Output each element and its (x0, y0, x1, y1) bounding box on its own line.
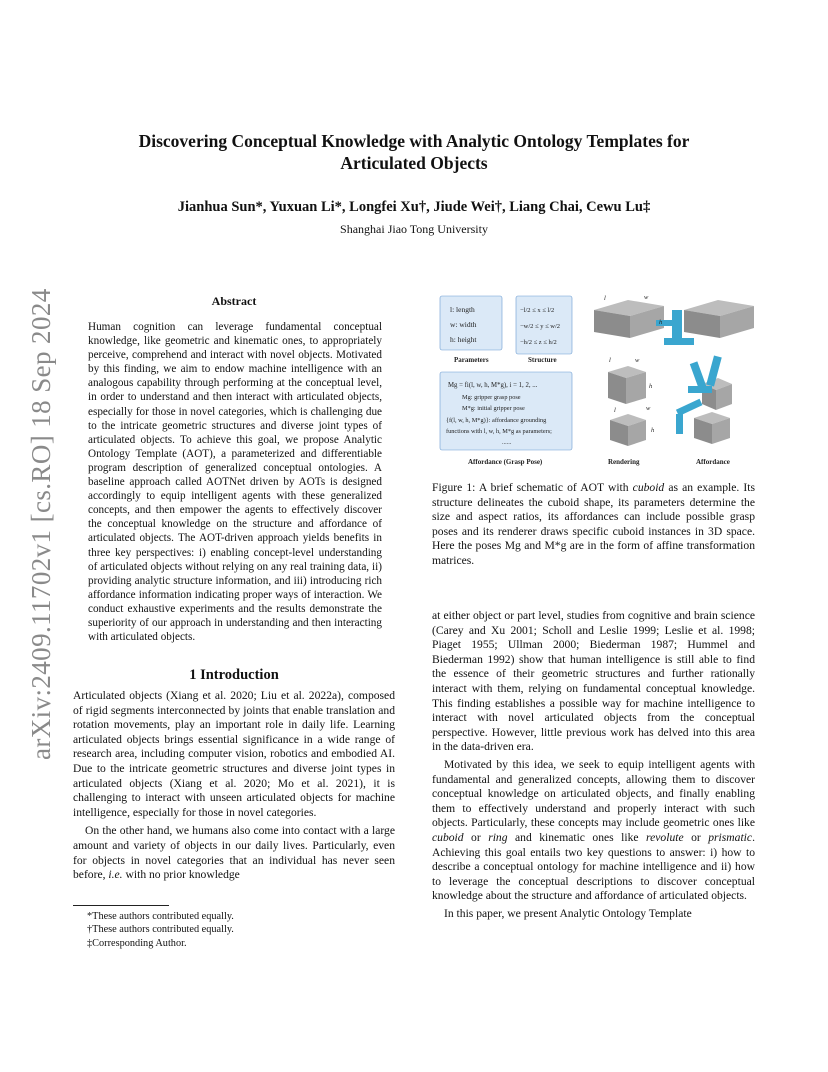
param-width: w: width (450, 320, 477, 329)
param-height: h: height (450, 335, 477, 344)
struct-x: −l/2 ≤ x ≤ l/2 (520, 307, 555, 314)
paper-title: Discovering Conceptual Knowledge with Analytic Ontology Templates for Articulated Objects (138, 131, 690, 173)
footnote-2: †These authors contributed equally. (87, 924, 234, 936)
aff-line-1: Mg = fi(l, w, h, M*g), i = 1, 2, ... (448, 382, 538, 389)
label-affordance: Affordance (696, 458, 730, 466)
intro-paragraph-2: On the other hand, we humans also come into contact with a large amount and variety of objects in our daily lives. Particularly, even for objects in novel categories that an individual has never seen before, i.e. with no prior knowledge (73, 824, 395, 882)
dim-l-middle: l (609, 357, 611, 364)
struct-z: −h/2 ≤ z ≤ h/2 (520, 339, 557, 346)
aff-line-4: {f(l, w, h, M*g)}: affordance grounding (446, 417, 547, 424)
label-parameters: Parameters (454, 356, 489, 364)
cuboid-render-top (594, 300, 754, 345)
intro-right-paragraph-2: Motivated by this idea, we seek to equip intelligent agents with fundamental and generalized concepts, allowing them to discover conceptual knowledge on articulated objects, and finally enabling them to effectively understand and properly interact with such objects. Particularly, these concepts may include geometric ones like cuboid or ring and kinematic ones like revolute or prismatic. Achieving this goal entails two key questions to answer: i) how to describe a conceptual ontology for machine intelligence and ii) how to leverage the conceptual descriptions to discover conceptual knowledge about the structure and affordance of articulated objects. (432, 757, 755, 903)
affiliation: Shanghai Jiao Tong University (340, 222, 488, 236)
arxiv-id: arXiv:2409.11702v1 [cs.RO] 18 Sep 2024 (26, 288, 56, 760)
figure-1-caption: Figure 1: A brief schematic of AOT with cuboid as an example. Its structure delineates the cuboid shape, its parameters determine the size and aspect ratios, its affordances can include possible grasp poses and its renderer draws specific cuboid instances in 3D space. Here the poses Mg and M*g are in the form of affine transformation matrices. (432, 481, 756, 567)
intro-left-column (73, 689, 395, 883)
abstract-text: Human cognition can leverage fundamental conceptual knowledge, like geometric and kinematic ones, to appropriately perceive, comprehend and interact with novel objects. Motivated by this finding, we aim to endow machine intelligence with an analogous capability through performing at the conceptual level, in order to understand and then interact with articulated objects, especially for those in novel categories, which is challenging due to the intricate geometric structures and diverse joint types of articulated objects. To achieve this goal, we propose Analytic Ontology Template (AOT), a parameterized and differentiable program description of generalized conceptual ontologies. A baseline approach called AOTNet driven by AOTs is designed accordingly to equip intelligent agents with these generalized concepts, and then empower the agents to effectively discover the conceptual knowledge on the structure and affordance of articulated objects. The AOT-driven approach yields benefits in three key perspectives: i) enabling concept-level understanding of articulated objects without relying on any real training data, ii) providing analytic structure information, and iii) introducing rich affordance information indicating proper ways of interaction. We conduct exhaustive experiments and the results demonstrate the superiority of our approach in understanding and then interacting with articulated objects. (88, 321, 382, 644)
label-structure: Structure (528, 356, 557, 364)
intro-right-paragraph-1: at either object or part level, studies from cognitive and brain science (Carey and Xu 2001; Scholl and Leslie 1999; Leslie et al. 1998; Piaget 1955; Ullman 2000; Biederman 1987; Hummel and Biederman 1992) show that human intelligence is still able to find the essence of their geometric structures and further rationally interact with them, relying on fundamental conceptual knowledge. This finding establishes a possible way for machine intelligence to interact with novel articulated objects from the conceptual perspective. However, little previous work has delved into this area in the data-driven era. (432, 609, 755, 754)
gripper-middle (690, 361, 706, 388)
gripper-bottom (676, 399, 703, 416)
footnotes (73, 910, 395, 950)
cuboid-render-middle (608, 355, 732, 410)
dim-h-middle: h (649, 383, 653, 390)
dim-l-top: l (604, 295, 606, 302)
param-length: l: length (450, 305, 475, 314)
intro-right-paragraph-3: In this paper, we present Analytic Ontology Template (444, 906, 692, 920)
arxiv-stamp (6, 250, 66, 770)
aff-line-2: Mg: gripper grasp pose (462, 394, 521, 401)
dim-w-top: w (644, 294, 649, 301)
author-list: Jianhua Sun*, Yuxuan Li*, Longfei Xu†, Jiude Wei†, Liang Chai, Cewu Lu‡ (177, 199, 651, 215)
abstract-heading: Abstract (211, 294, 257, 308)
intro-paragraph-1: Articulated objects (Xiang et al. 2020; Liu et al. 2022a), composed of rigid segments interconnected by joints that enable translation and rotation movements, play an important role in daily life. Learning articulated objects brings essential significance in a wide range of research area, including computer vision, robotics and embodied AI. Due to the intricate geometric structures and diverse joint types in articulated objects (Xiang et al. 2020; Mo et al. 2021), it is challenging to interact with unseen articulated objects for machine intelligence, especially for those in novel categories. (73, 689, 395, 819)
dim-w-bottom: w (646, 405, 651, 412)
footnote-3: ‡Corresponding Author. (87, 937, 187, 949)
dim-w-middle: w (635, 357, 640, 364)
figure-1 (432, 292, 762, 472)
dim-h-top: h (659, 319, 663, 326)
section-heading-introduction: 1 Introduction (189, 667, 279, 683)
aff-line-3: M*g: initial gripper pose (462, 405, 525, 412)
label-affordance-grasp: Affordance (Grasp Pose) (468, 458, 543, 466)
dim-l-bottom: l (614, 407, 616, 414)
intro-right-column (432, 609, 755, 921)
aff-line-6: ...... (502, 439, 512, 446)
label-rendering: Rendering (608, 458, 640, 466)
struct-y: −w/2 ≤ y ≤ w/2 (520, 323, 561, 330)
footnote-1: *These authors contributed equally. (87, 911, 234, 922)
aff-line-5: functions with l, w, h, M*g as parameters; (446, 428, 552, 435)
dim-h-bottom: h (651, 427, 655, 434)
footnote-rule (73, 905, 169, 906)
